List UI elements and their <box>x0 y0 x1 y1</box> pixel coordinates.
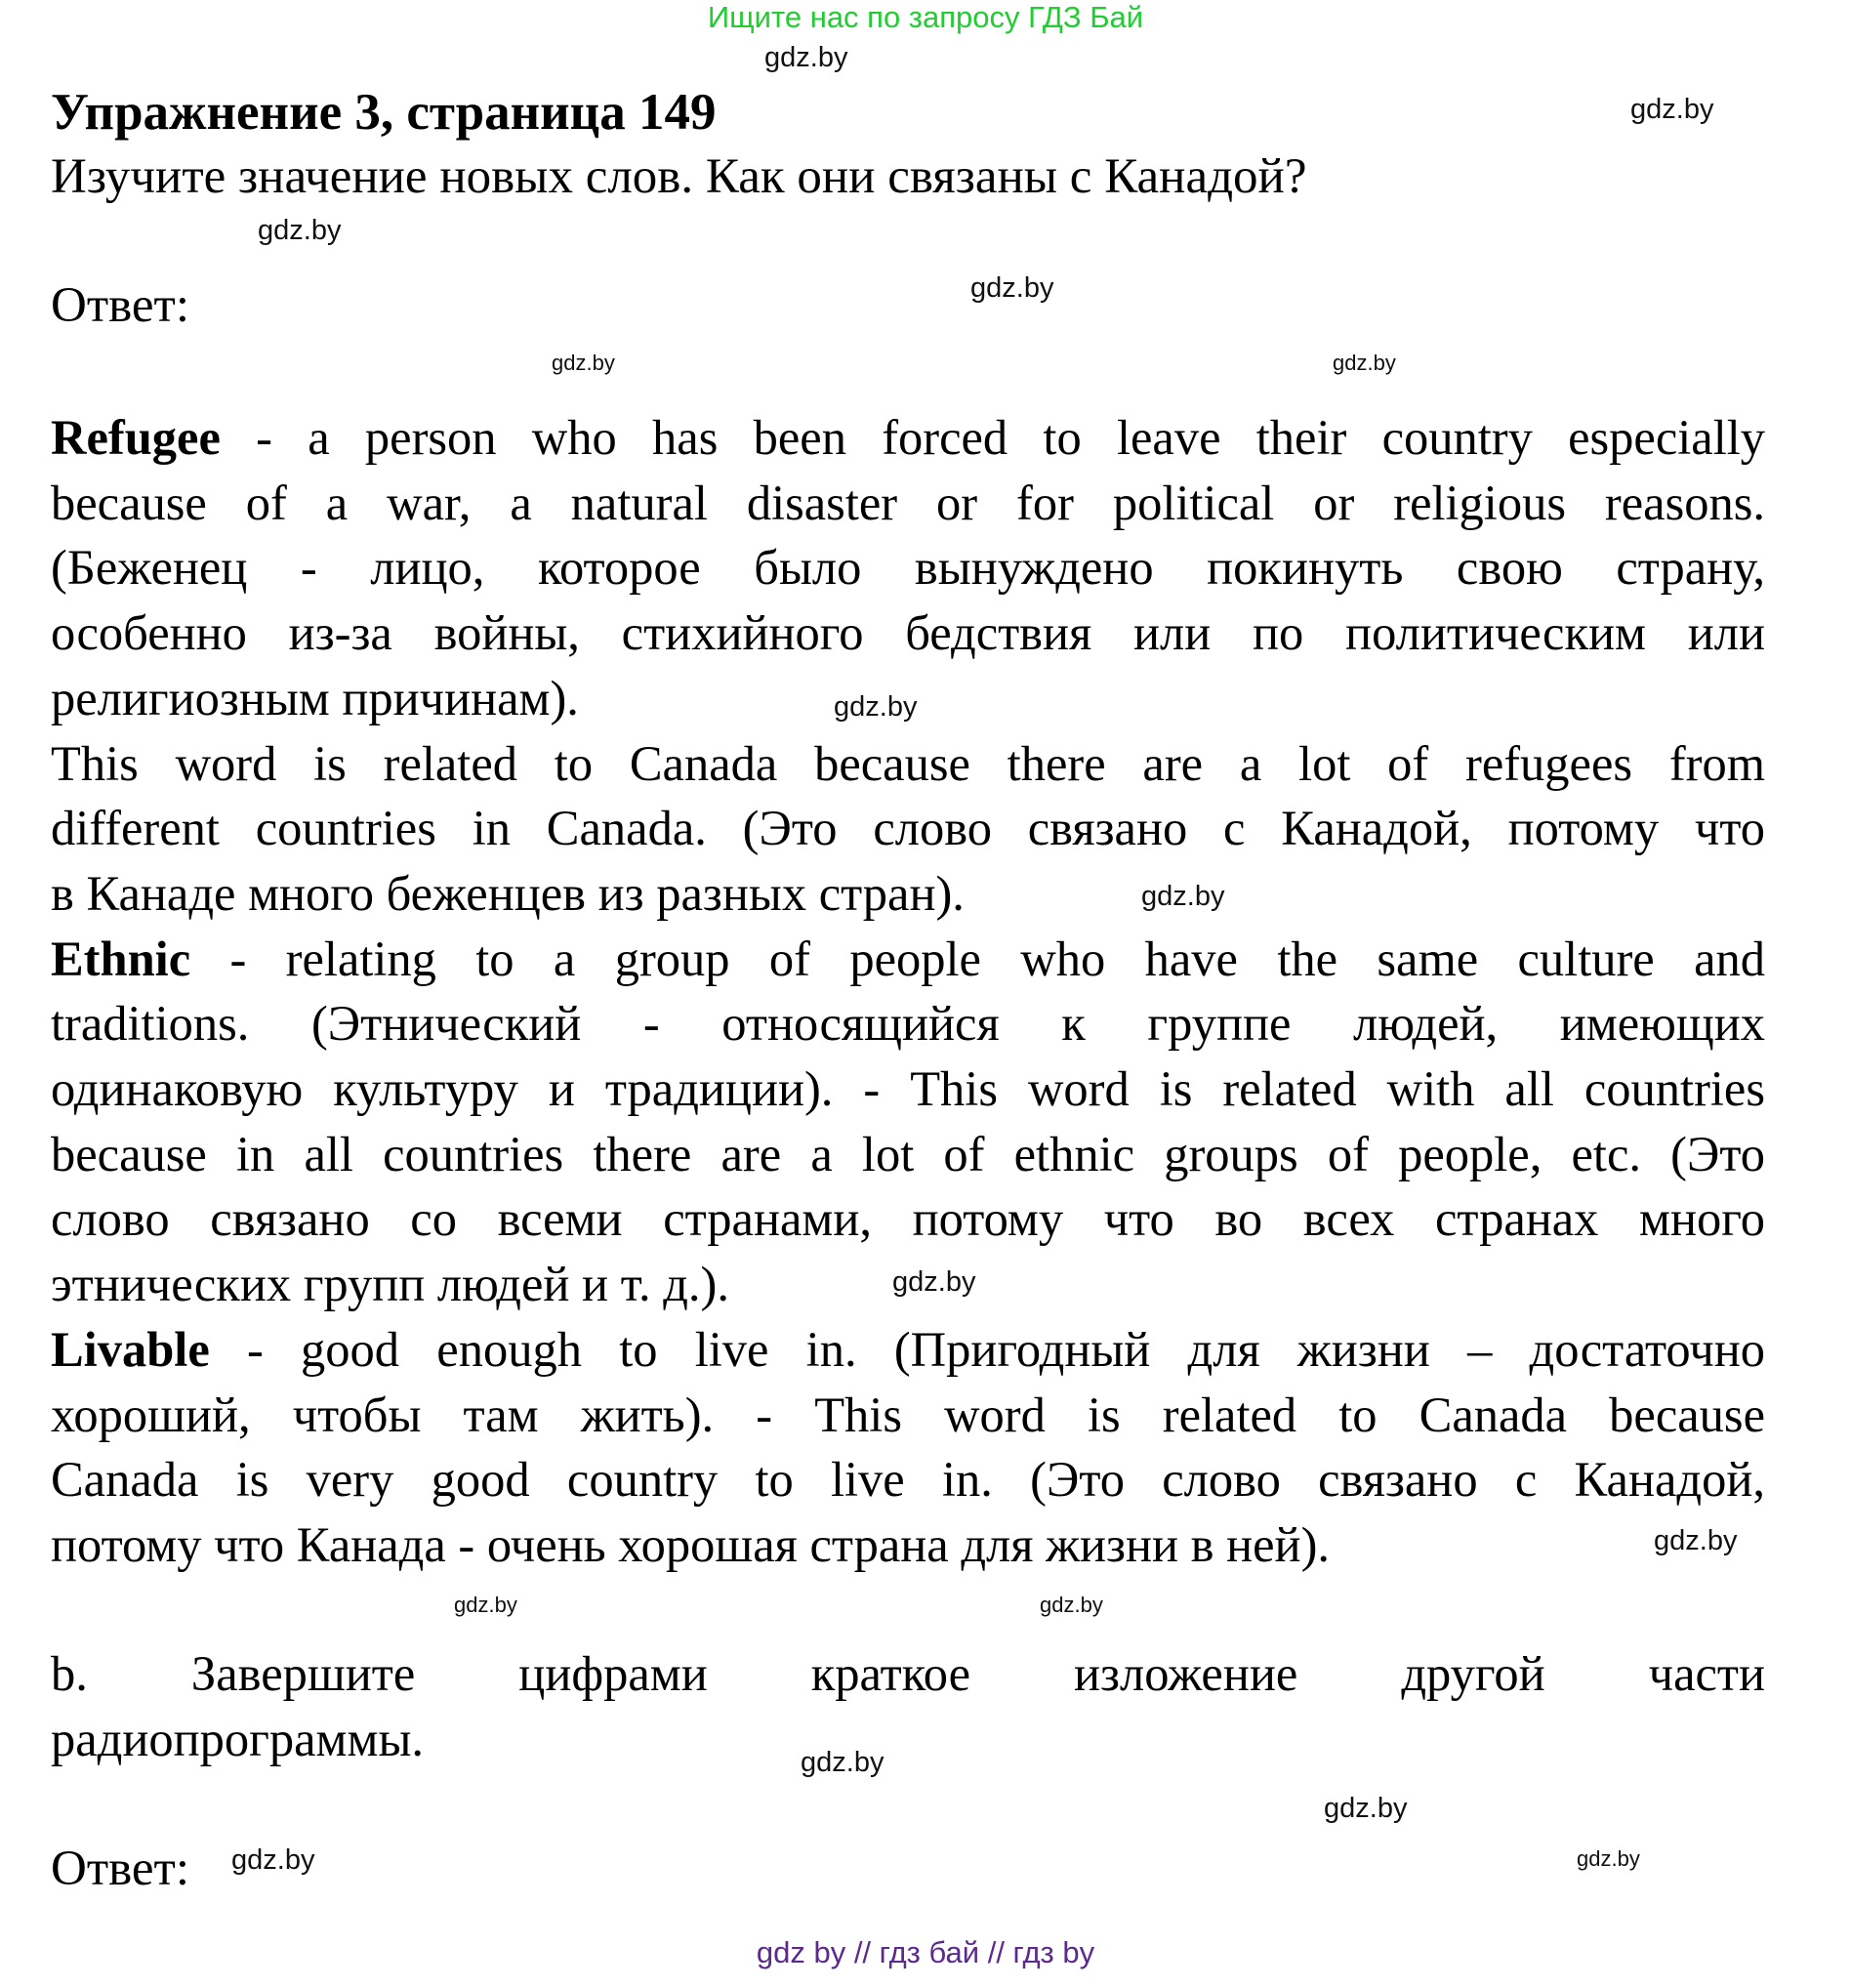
line-text: Canada is very good country to live in. (Это слово связано с Канадой, <box>51 1452 1765 1508</box>
watermark: gdz.by <box>1040 1593 1103 1617</box>
text-line <box>51 863 965 924</box>
text-line <box>51 668 579 728</box>
text-line <box>51 1449 1765 1510</box>
footer-links: gdz by // гдз бай // гдз by <box>756 1935 1095 1969</box>
line-text: радиопрограммы. <box>51 1712 425 1766</box>
watermark: gdz.by <box>552 351 615 375</box>
text-line <box>51 1385 1765 1445</box>
watermark: gdz.by <box>231 1844 315 1876</box>
line-text: (Беженец - лицо, которое было вынуждено покинуть свою страну, <box>51 540 1765 596</box>
text-line <box>51 733 1765 794</box>
watermark: gdz.by <box>258 215 342 246</box>
text-line <box>51 407 1765 468</box>
watermark: gdz.by <box>454 1593 517 1617</box>
line-text: одинаковую культуру и традиции). - This word is related with all countries <box>51 1061 1765 1116</box>
task-instruction: Изучите значение новых слов. Как они связаны с Канадой? <box>51 149 1307 204</box>
watermark: gdz.by <box>892 1266 976 1298</box>
line-text: хороший, чтобы там жить). - This word is related to Canada because <box>51 1387 1765 1442</box>
line-text: because in all countries there are a lot of ethnic groups of people, etc. (Это <box>51 1126 1765 1181</box>
line-text: особенно из-за войны, стихийного бедствия или по политическим или <box>51 605 1765 661</box>
watermark: gdz.by <box>1333 351 1396 375</box>
line-text: This word is related to Canada because there are a lot of refugees from <box>51 735 1765 791</box>
watermark: gdz.by <box>764 42 848 73</box>
answer-label-2: Ответ: <box>51 1842 189 1896</box>
line-text: - relating to a group of people who have the same culture and <box>190 931 1765 986</box>
line-text: because of a war, a natural disaster or for political or religious reasons. <box>51 475 1765 530</box>
watermark: gdz.by <box>1141 881 1225 912</box>
line-text: этнических групп людей и т. д.). <box>51 1257 729 1312</box>
watermark: gdz.by <box>970 272 1054 304</box>
text-line <box>51 1319 1765 1380</box>
watermark: gdz.by <box>1324 1793 1408 1824</box>
line-text: слово связано со всеми странами, потому что во всех странах много <box>51 1191 1765 1247</box>
watermark: gdz.by <box>1577 1846 1640 1871</box>
text-line <box>51 537 1765 598</box>
line-text: потому что Канада - очень хорошая страна для жизни в ней). <box>51 1516 1331 1572</box>
text-line <box>51 602 1765 663</box>
watermark: gdz.by <box>801 1747 884 1778</box>
text-line <box>51 798 1765 858</box>
text-line <box>51 1188 1765 1249</box>
watermark: gdz.by <box>1630 94 1714 125</box>
watermark: gdz.by <box>1654 1525 1738 1556</box>
line-text: в Канаде много беженцев из разных стран). <box>51 865 965 921</box>
answer-label: Ответ: <box>51 278 189 333</box>
text-line <box>51 1709 424 1769</box>
line-text: traditions. (Этнический - относящийся к группе людей, имеющих <box>51 996 1765 1052</box>
text-line <box>51 929 1765 989</box>
watermark: gdz.by <box>834 691 918 723</box>
text-line <box>51 993 1765 1054</box>
line-text: b. Завершите цифрами краткое изложение другой части <box>51 1646 1765 1701</box>
page-title: Упражнение 3, страница 149 <box>51 84 717 141</box>
term: Ethnic <box>51 931 191 986</box>
line-text: different countries in Canada. (Это слово связано с Канадой, потому что <box>51 801 1765 856</box>
text-line <box>51 1124 1765 1184</box>
line-text: - good enough to live in. (Пригодный для жизни – достаточно <box>209 1321 1765 1377</box>
text-line <box>51 1643 1765 1704</box>
search-banner: Ищите нас по запросу ГДЗ Бай <box>707 0 1144 34</box>
line-text: религиозным причинам). <box>51 670 579 725</box>
text-line <box>51 1254 729 1314</box>
term: Refugee <box>51 410 221 465</box>
line-text: - a person who has been forced to leave their country especially <box>220 410 1765 465</box>
text-line <box>51 473 1765 533</box>
term: Livable <box>51 1321 210 1377</box>
text-line <box>51 1058 1765 1119</box>
text-line <box>51 1514 1330 1575</box>
